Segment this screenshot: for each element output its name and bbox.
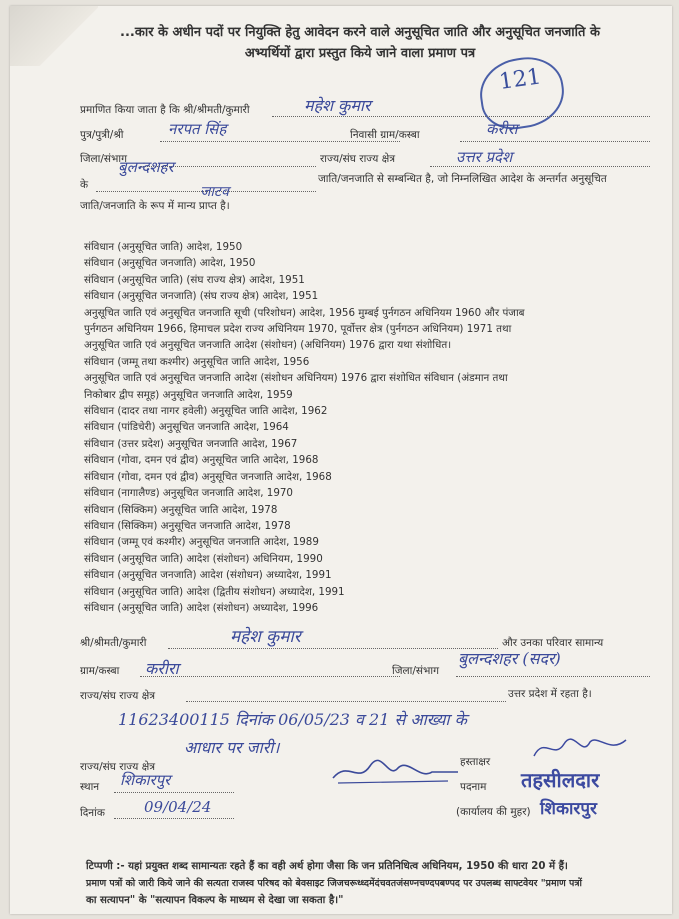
order-item: संविधान (दादर तथा नागर हवेली) अनुसूचित जाति आदेश, 1962 [84, 405, 328, 418]
name-dotline [272, 116, 650, 117]
order-item: संविधान (अनुसूचित जाति) आदेश, 1950 [84, 241, 243, 253]
handwritten-resident-village: करीरा [145, 659, 179, 678]
footer-state-label: राज्य/संघ राज्य क्षेत्र [80, 761, 156, 773]
order-item: संविधान (अनुसूचित जनजाति) (संघ राज्य क्षेत्र) आदेश, 1951 [84, 290, 319, 303]
order-item: संविधान (गोवा, दमन एवं द्वीव) अनुसूचित जनजाति आदेश, 1968 [84, 470, 332, 483]
signature-scribble [328, 750, 468, 790]
order-item: निकोबार द्वीप समूह) अनुसूचित जनजाति आदेश, 1959 [84, 388, 293, 401]
certify-label: प्रमाणित किया जाता है कि श्री/श्रीमती/कुमारी [80, 104, 250, 116]
order-item: संविधान (पांडिचेरी) अनुसूचित जनजाति आदेश, 1964 [84, 421, 289, 434]
certificate-title [70, 22, 650, 64]
order-item: संविधान (सिक्किम) अनुसूचित जाति आदेश, 1978 [84, 503, 278, 516]
office-seal-label: (कार्यालय की मुहर) [456, 806, 531, 818]
order-item: संविधान (जम्मू तथा कश्मीर) अनुसूचित जाति आदेश, 1956 [84, 355, 310, 368]
resides-label: उत्तर प्रदेश में रहता है। [508, 688, 592, 700]
footnote-line-2: प्रमाण पत्रों को जारी किये जाने की सत्यता राजस्व परिषद को बेवसाइट जिजचरूध्ध्दमेंदंचवतजंसण्नचण्दपबण्पद पर उपलब्ध साफ्टवेयर "प्रमाण पत्रों [86, 878, 582, 889]
order-item: संविधान (सिक्किम) अनुसूचित जनजाति आदेश, 1978 [84, 519, 291, 532]
handwritten-note-line-1: 11623400115 दिनांक 06/05/23 व 21 से आख्या के [118, 710, 467, 729]
resident-state-dotline [186, 701, 506, 702]
state-label: राज्य/संघ राज्य क्षेत्र [320, 153, 396, 165]
footnote [86, 858, 656, 909]
relation-label: पुत्र/पुत्री/श्री [80, 129, 124, 141]
footnote-line-1: टिप्पणी :- यहां प्रयुक्त शब्द सामान्यतः रहते हैं का वही अर्थ होगा जैसा कि जन प्रतिनिधित्व अधिनियम, 1950 की धारा 20 में हैं। [86, 861, 568, 872]
order-item: संविधान (अनुसूचित जनजाति) आदेश (संशोधन) अध्यादेश, 1991 [84, 569, 332, 582]
village-dotline [460, 141, 650, 142]
handwritten-district: बुलन्दशहर [118, 158, 174, 176]
order-item: संविधान (गोवा, दमन एवं द्वीव) अनुसूचित जाति आदेश, 1968 [84, 454, 319, 467]
village-label: निवासी ग्राम/कस्बा [350, 129, 420, 141]
resident-name-label: श्री/श्रीमती/कुमारी [80, 637, 147, 649]
handwritten-note-line-2: आधार पर जारी। [184, 738, 280, 757]
order-item: संविधान (अनुसूचित जनजाति) आदेश, 1950 [84, 257, 256, 270]
handwritten-resident-district: बुलन्दशहर (सदर) [458, 649, 561, 668]
order-item: पुर्नगठन अधिनियम 1966, हिमाचल प्रदेश राज्य अधिनियम 1970, पूर्वोत्तर क्षेत्र (पुर्नगठन अधिनियम) 1971 तथा [84, 323, 512, 336]
title-line-2: अभ्यर्थियों द्वारा प्रस्तुत किये जाने वाला प्रमाण पत्र [244, 46, 476, 61]
place-label: स्थान [80, 781, 100, 793]
footnote-line-3: का सत्यापन" के "सत्यापन विकल्प के माध्यम से देखा जा सकता है।" [86, 895, 344, 906]
handwritten-caste: जाटव [200, 184, 229, 200]
caste-prefix: के [80, 179, 89, 191]
seal-designation: तहसीलदार [521, 768, 600, 792]
order-item: अनुसूचित जाति एवं अनुसूचित जनजाति सूची (परिशोधन) आदेश, 1956 मुम्बई पुर्नगठन अधिनियम 1960 और पंजाब [84, 306, 525, 319]
handwritten-father-name: नरपत सिंह [168, 120, 227, 138]
order-item: संविधान (अनुसूचित जाति) आदेश (द्वितीय संशोधन) अध्यादेश, 1991 [84, 585, 345, 598]
resident-district-dotline [456, 676, 650, 677]
caste-text: जाति/जनजाति से सम्बन्धित है, जो निम्नलिखित आदेश के अन्तर्गत अनुसूचित [318, 173, 607, 185]
resident-state-label: राज्य/संघ राज्य क्षेत्र [80, 690, 156, 702]
resident-district-label: जिला/संभाग [392, 665, 439, 677]
order-item: संविधान (अनुसूचित जाति) आदेश (संशोधन) अध्यादेश, 1996 [84, 601, 319, 614]
order-item: संविधान (नागालैण्ड) अनुसूचित जनजाति आदेश, 1970 [84, 487, 293, 500]
order-item: संविधान (उत्तर प्रदेश) अनुसूचित जनजाति आदेश, 1967 [84, 437, 298, 450]
certificate-page [10, 6, 672, 914]
title-line-1: ...कार के अधीन पदों पर नियुक्ति हेतु आवेदन करने वाले अनुसूचित जाति और अनुसूचित जनजाति के [120, 25, 600, 40]
seal-place: शिकारपुर [540, 799, 597, 819]
resident-village-label: ग्राम/कस्बा [80, 665, 120, 677]
order-item: संविधान (अनुसूचित जाति) आदेश (संशोधन) अधिनियम, 1990 [84, 552, 323, 565]
official-signature [530, 730, 640, 766]
orders-list [84, 239, 654, 616]
resident-name-dotline [168, 648, 498, 649]
order-item: संविधान (जम्मू एवं कश्मीर) अनुसूचित जनजाति आदेश, 1989 [84, 536, 319, 549]
family-label: और उनका परिवार सामान्य [502, 637, 604, 649]
handwritten-date: 09/04/24 [144, 798, 212, 816]
order-item: संविधान (अनुसूचित जाति) (संघ राज्य क्षेत्र) आदेश, 1951 [84, 273, 305, 286]
serial-number-circle: 121 [476, 52, 569, 133]
handwritten-place: शिकारपुर [120, 771, 171, 789]
resident-village-dotline [140, 676, 400, 677]
handwritten-state: उत्तर प्रदेश [456, 148, 513, 166]
date-dotline [114, 818, 234, 819]
district-label: जिला/संभाग [80, 153, 127, 165]
recognition-text: जाति/जनजाति के रूप में मान्य प्राप्त है। [80, 200, 230, 212]
order-item: अनुसूचित जाति एवं अनुसूचित जनजाति आदेश (संशोधन अधिनियम) 1976 द्वारा संशोधित संविधान (अंडमान तथा [84, 372, 508, 385]
handwritten-resident-name: महेश कुमार [230, 627, 301, 647]
handwritten-name: महेश कुमार [304, 96, 371, 115]
date-label: दिनांक [80, 807, 105, 819]
place-dotline [114, 792, 234, 793]
signature-label: हस्ताक्षर [460, 756, 491, 768]
handwritten-village: करीरा [486, 120, 518, 138]
designation-label: पदनाम [460, 781, 487, 793]
order-item: अनुसूचित जाति एवं अनुसूचित जनजाति आदेश (संशोधन) (अधिनियम) 1976 द्वारा यथा संशोधित। [84, 339, 452, 352]
